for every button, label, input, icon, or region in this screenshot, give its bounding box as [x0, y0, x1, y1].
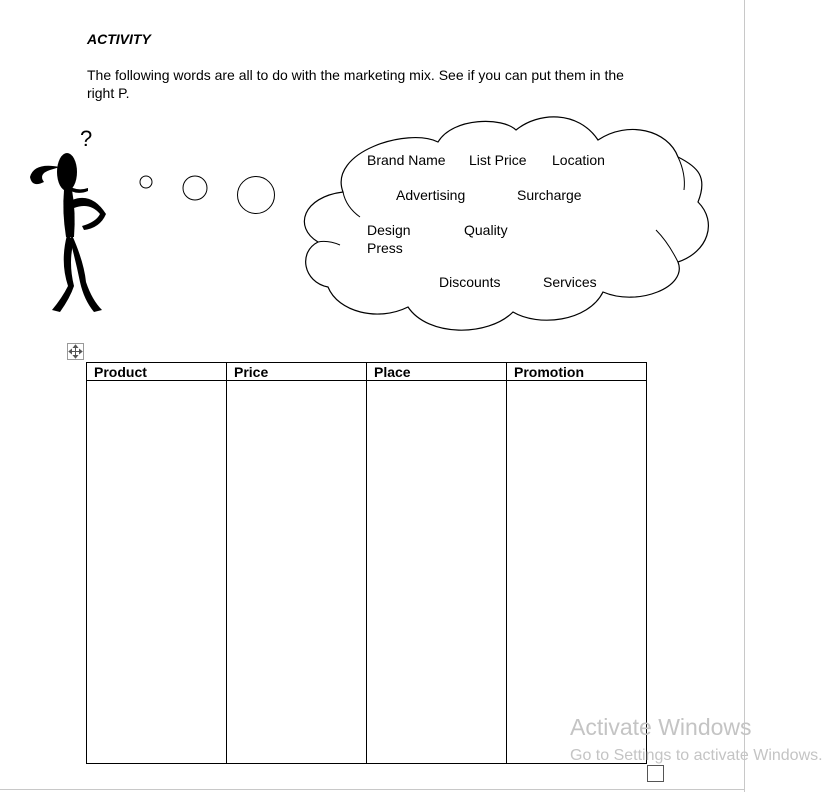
activate-windows-title: Activate Windows — [570, 714, 752, 740]
table-move-handle[interactable] — [67, 343, 84, 360]
cloud-word-brand-name: Brand Name — [367, 152, 446, 168]
page-bottom-edge — [0, 789, 744, 790]
marketing-mix-table — [86, 362, 647, 764]
cell-place[interactable] — [367, 381, 507, 764]
cloud-word-design: Design — [367, 222, 411, 238]
cell-promotion[interactable] — [507, 381, 647, 764]
cloud-word-press: Press — [367, 240, 403, 256]
header-place[interactable]: Place — [367, 363, 507, 381]
header-product[interactable]: Product — [87, 363, 227, 381]
cell-product[interactable] — [87, 381, 227, 764]
cell-price[interactable] — [227, 381, 367, 764]
thinking-stick-figure — [22, 122, 112, 317]
move-arrows-icon — [68, 344, 83, 359]
question-mark: ? — [80, 126, 93, 151]
thought-bubble-large — [236, 175, 276, 215]
cloud-word-surcharge: Surcharge — [517, 187, 582, 203]
header-promotion[interactable]: Promotion — [507, 363, 647, 381]
cloud-word-location: Location — [552, 152, 605, 168]
cloud-word-list-price: List Price — [469, 152, 527, 168]
table-header-row — [87, 363, 647, 381]
cloud-word-services: Services — [543, 274, 597, 290]
cloud-word-discounts: Discounts — [439, 274, 501, 290]
table-resize-handle[interactable] — [647, 765, 664, 782]
cloud-word-advertising: Advertising — [396, 187, 466, 203]
cloud-word-quality: Quality — [464, 222, 508, 238]
page-right-edge — [744, 0, 745, 792]
header-price[interactable]: Price — [227, 363, 367, 381]
cloud-clipped-words — [420, 272, 640, 290]
activate-windows-subtitle: Go to Settings to activate Windows. — [570, 747, 823, 764]
thought-bubble-medium — [182, 175, 208, 201]
activity-heading: ACTIVITY — [87, 31, 151, 47]
instructions-text: The following words are all to do with the marketing mix. See if you can put them in the right P. — [87, 67, 624, 101]
thought-bubble-small — [139, 175, 153, 189]
table-row — [87, 381, 647, 764]
